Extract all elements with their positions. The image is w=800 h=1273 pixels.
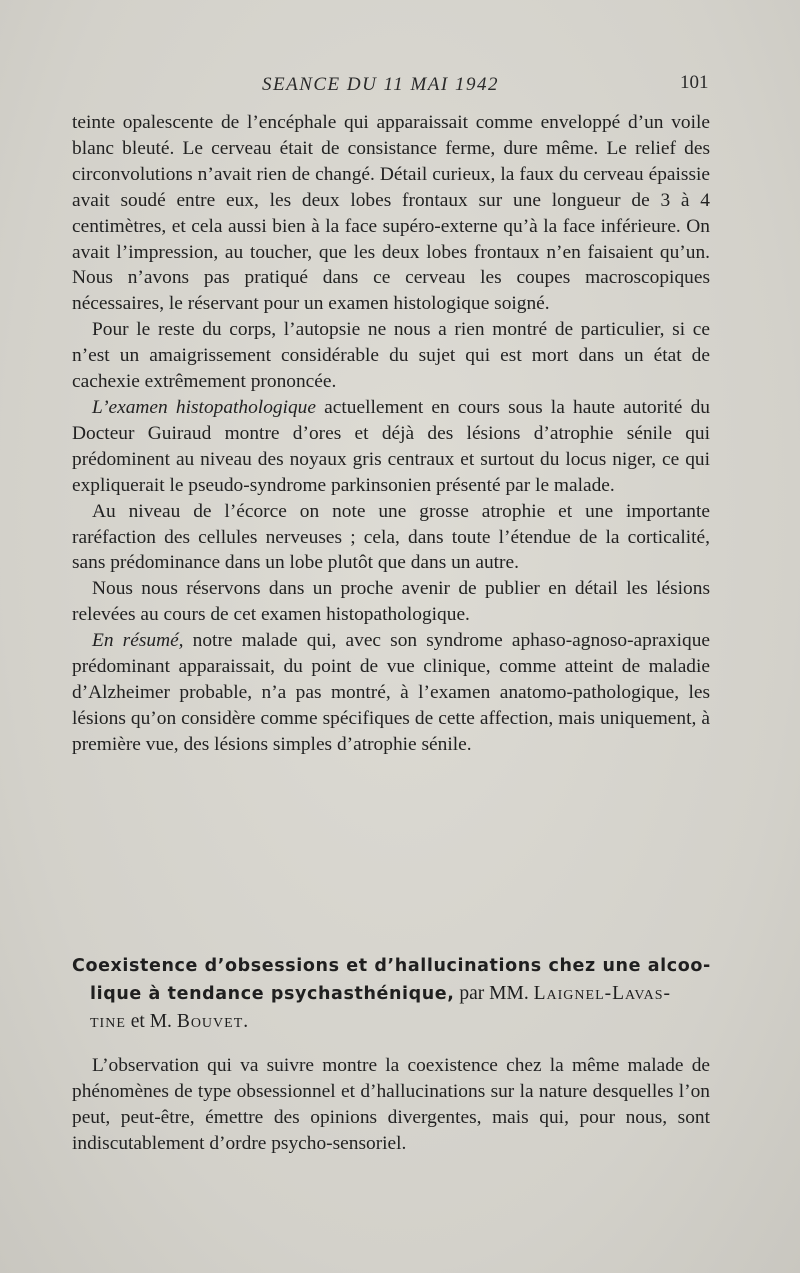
section-title-line1: Coexistence d’obsessions et d’hallucinations chez une alcoo- xyxy=(72,956,711,976)
main-text xyxy=(72,110,710,758)
section-authors-line xyxy=(72,1008,712,1035)
paragraph-text: Pour le reste du corps, l’autopsie ne nous a rien montré de particulier, si ce n’est un amaigrissement considérable du sujet qui est mort dans un état de cachexie extrêmement prononcée. xyxy=(72,319,710,393)
section-body xyxy=(72,1053,710,1157)
paragraph-cortex xyxy=(72,499,710,577)
section-title-line2: lique à tendance psychasthénique, xyxy=(90,984,455,1004)
authors-and: et M. xyxy=(125,1011,177,1032)
italic-lead: En résumé, xyxy=(92,630,184,652)
paragraph-summary xyxy=(72,628,710,758)
paragraph-text: notre malade qui, avec son syndrome aphaso-agnoso-apraxique prédominant apparaissait, du point de vue clinique, comme atteint de maladie d’Alzheimer probable, n’a pas montré, à l’examen anatomo-pathologique, les lésions qu’on considère comme spécifiques de cette affection, mais uniquement, à première vue, des lésions simples d’atrophie sénile. xyxy=(72,630,710,755)
author-name-2: Bouvet xyxy=(176,1011,244,1032)
paragraph-text: actuellement en cours sous la haute autorité du Docteur Guiraud montre d’ores et déjà des lésions d’atrophie sénile qui prédominent au niveau des noyaux gris centraux et surtout du locus niger, ce qui expliquerait le pseudo-syndrome parkinsonien présenté par le malade. xyxy=(72,396,710,496)
running-head xyxy=(0,70,800,100)
author-name-1: Laignel-Lavas- xyxy=(533,983,672,1004)
authors-prefix: par MM. xyxy=(454,983,534,1004)
paragraph-autopsy xyxy=(72,317,710,395)
italic-lead: L’examen histopathologique xyxy=(92,396,316,418)
paragraph-text: Nous nous réservons dans un proche avenir de publier en détail les lésions relevées au cours de cet examen histopathologique. xyxy=(72,578,710,626)
paragraph-text: Au niveau de l’écorce on note une grosse atrophie et une importante raréfaction des cellules nerveuses ; cela, dans toute l’étendue de la corticalité, sans prédominance dans un lobe plutôt que dans un autre. xyxy=(72,500,710,574)
author-name-1-cont: tine xyxy=(90,1011,126,1032)
paragraph-text: teinte opalescente de l’encéphale qui apparaissait comme enveloppé d’un voile blanc bleuté. Le cerveau était de consistance ferme, dure même. Le relief des circonvolutions n’avait rien de changé. Détail curieux, la faux du cerveau épaissie avait soudé entre eux, les deux lobes frontaux sur une longueur de 3 à 4 centimètres, et cela aussi bien à la face supéro-externe qu’à la face inférieure. On avait l’impression, au toucher, que les deux lobes frontaux n’en faisaient qu’un. Nous n’avons pas pratiqué dans ce cerveau les coupes macroscopiques nécessaires, le réservant pour un examen histologique soigné. xyxy=(72,112,710,315)
paragraph-continuation xyxy=(72,110,710,317)
running-title: SEANCE DU 11 MAI 1942 xyxy=(262,74,499,95)
paragraph-histopathology xyxy=(72,395,710,499)
paragraph-text: L’observation qui va suivre montre la coexistence chez la même malade de phénomènes de type obsessionnel et d’hallucinations sur la nature desquelles l’on peut, peut-être, émettre des opinions divergentes, mais qui, pour nous, sont indiscutablement d’ordre psycho-sensoriel. xyxy=(72,1055,710,1154)
section-heading xyxy=(72,952,712,1035)
paragraph-future-publication xyxy=(72,576,710,628)
paragraph-observation xyxy=(72,1053,710,1157)
section-title-continuation xyxy=(72,980,712,1008)
authors-end: . xyxy=(243,1011,249,1032)
page-number: 101 xyxy=(680,72,709,93)
